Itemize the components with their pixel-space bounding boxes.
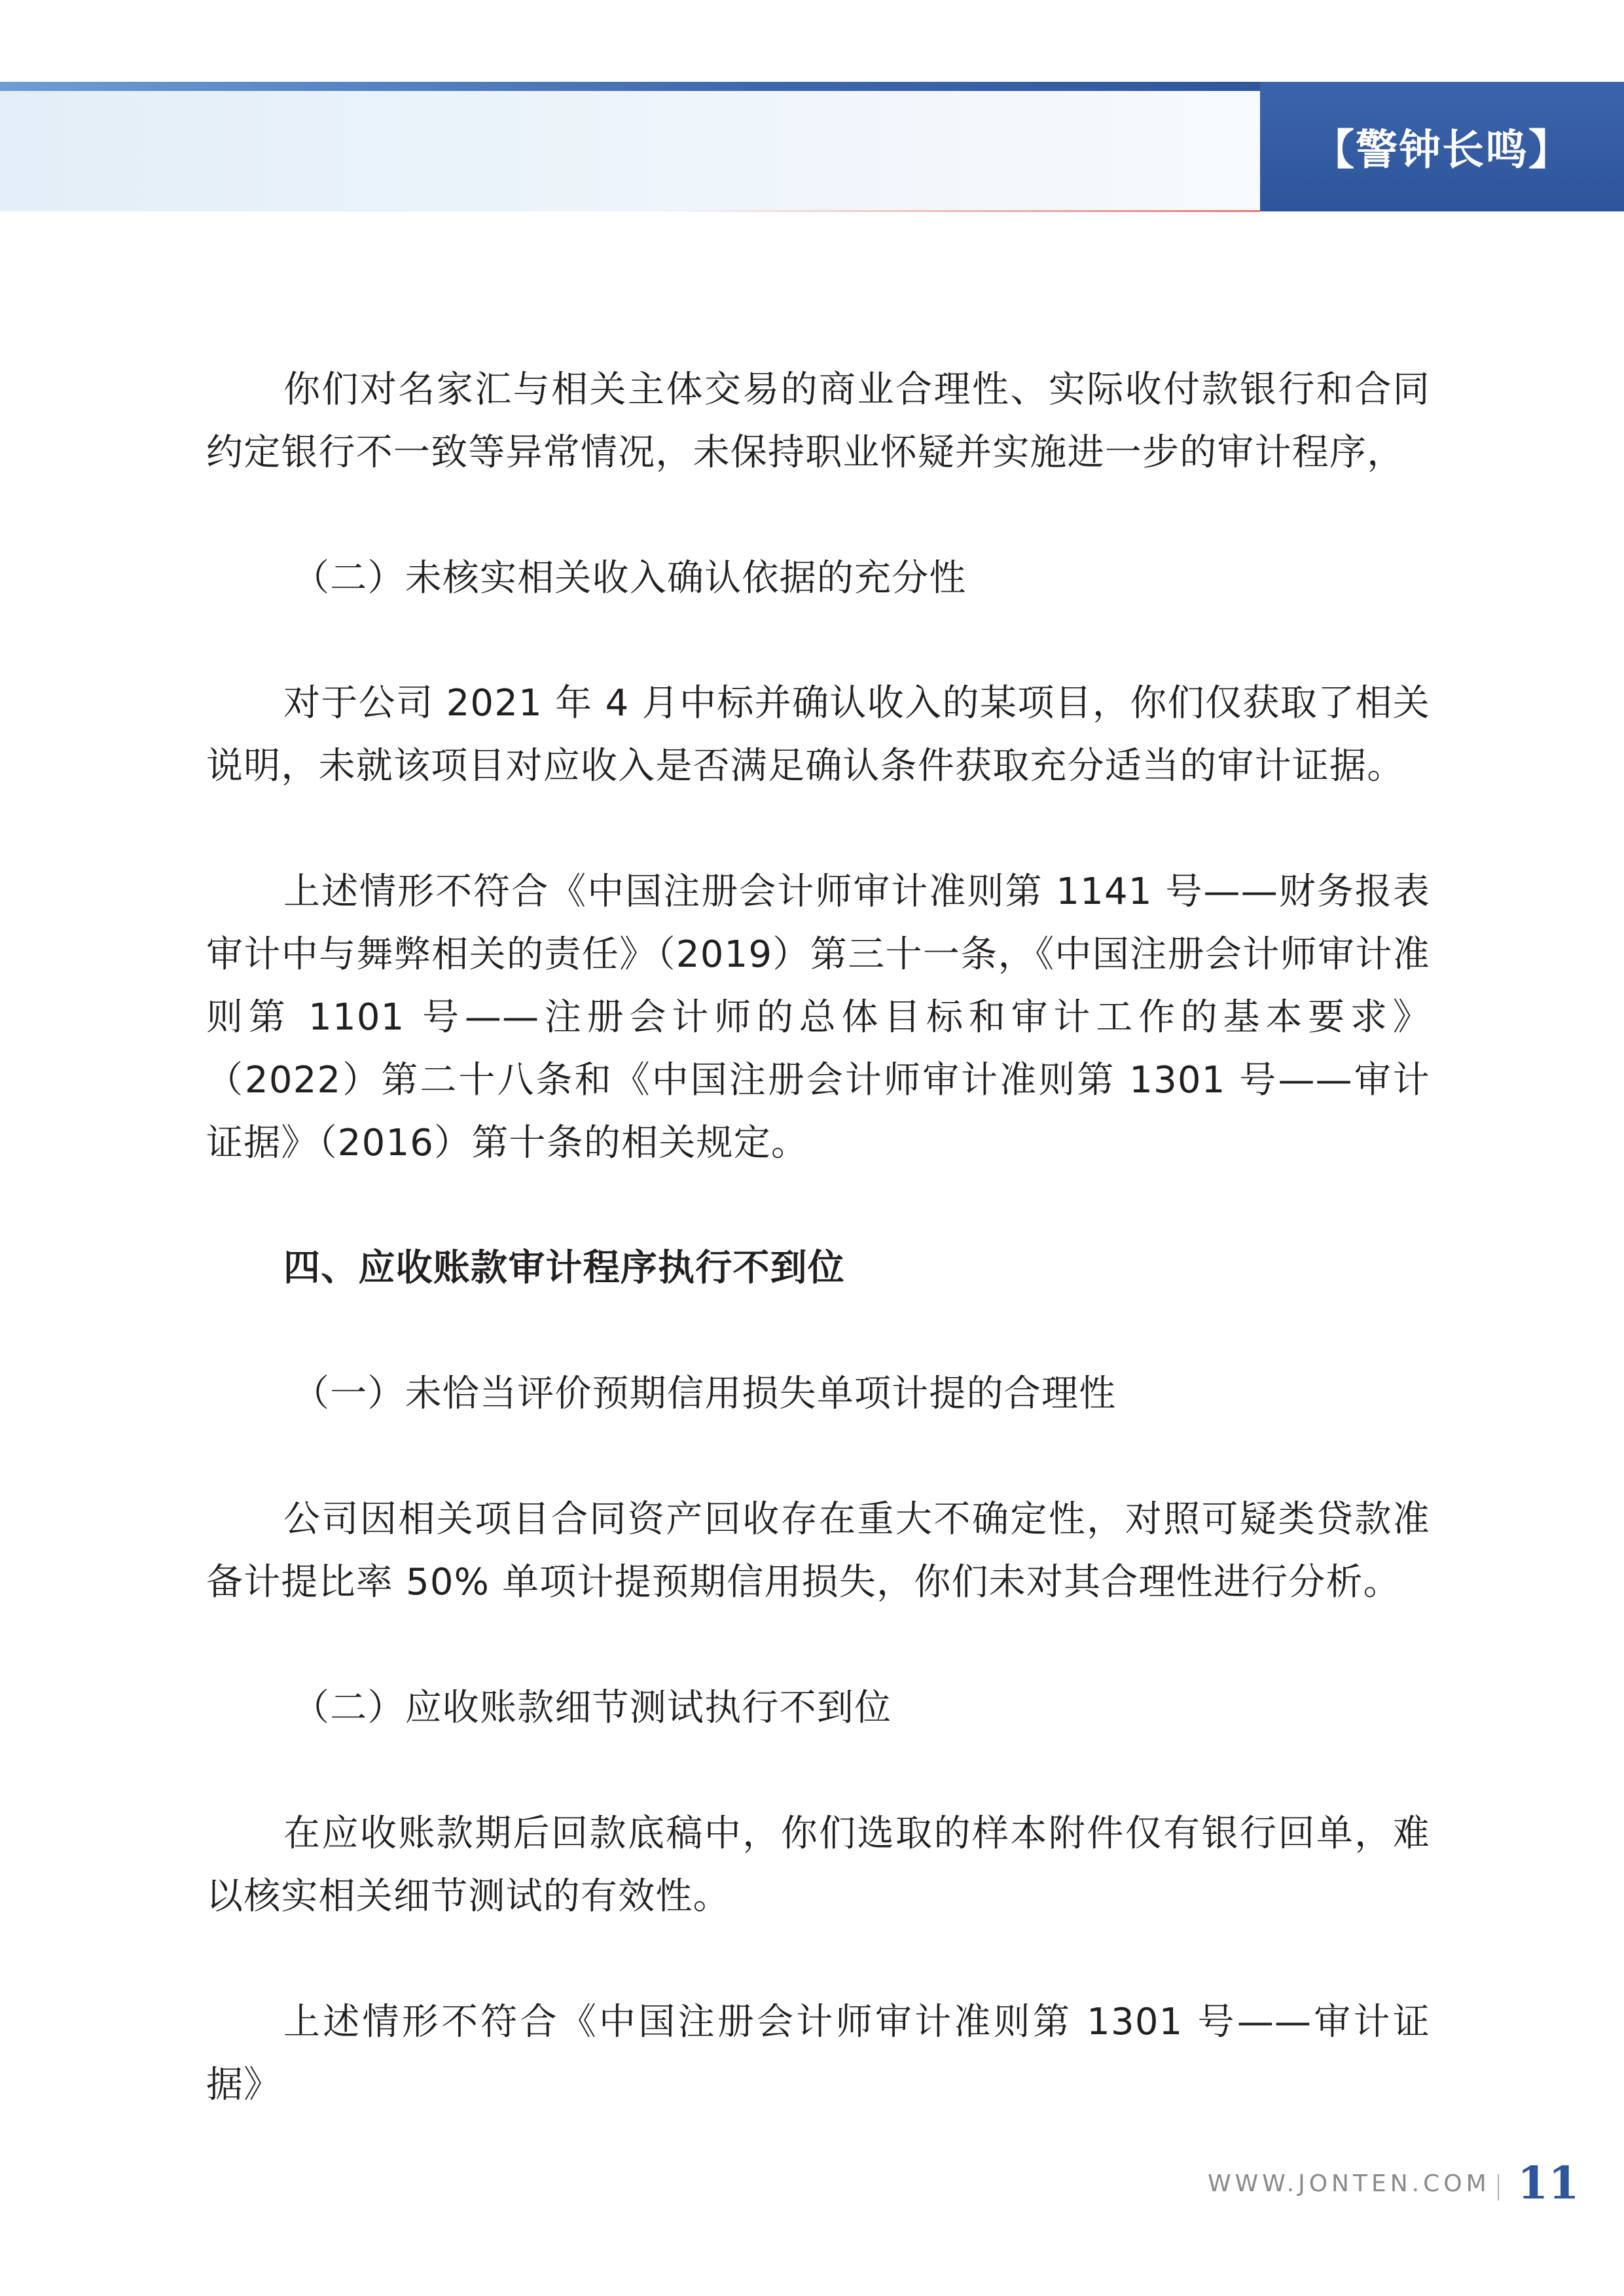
section-tab-label: 【警钟长鸣】 (1312, 126, 1572, 175)
section-heading-4: 四、应收账款审计程序执行不到位 (283, 1247, 845, 1289)
paragraph-2: 对于公司 2021 年 4 月中标并确认收入的某项目，你们仅获取了相关说明，未就该项目对应收入是否满足确认条件获取充分适当的审计证据。 (206, 682, 1430, 787)
section-tab (1260, 82, 1624, 211)
header-band (0, 91, 1260, 211)
paragraph-1: 你们对名家汇与相关主体交易的商业合理性、实际收付款银行和合同约定银行不一致等异常情况，未保持职业怀疑并实施进一步的审计程序， (206, 368, 1430, 474)
subheading-credit-loss: （一）未恰当评价预期信用损失单项计提的合理性 (293, 1372, 1117, 1415)
subheading-detail-test: （二）应收账款细节测试执行不到位 (293, 1687, 892, 1729)
paragraph-4: 公司因相关项目合同资产回收存在重大不确定性，对照可疑类贷款准备计提比率 50% 单项计提预期信用损失，你们未对其合理性进行分析。 (206, 1498, 1430, 1604)
paragraph-6: 上述情形不符合《中国注册会计师审计准则第 1301 号——审计证据》 (206, 2001, 1430, 2106)
paragraph-5: 在应收账款期后回款底稿中，你们选取的样本附件仅有银行回单，难以核实相关细节测试的有效性。 (206, 1812, 1430, 1918)
footer-website: WWW.JONTEN.COM (1208, 2170, 1490, 2197)
footer-divider (1498, 2174, 1499, 2200)
paragraph-3: 上述情形不符合《中国注册会计师审计准则第 1141 号——财务报表审计中与舞弊相关的责任》（2019）第三十一条，《中国注册会计师审计准则第 1101 号——注册会计师的总体目标和审计工作的基本要求》（2022）第二十八条和《中国注册会计师审计准则第 1301 号——审计证据》（2016）第十条的相关规定。 (206, 870, 1430, 1164)
page-number: 11 (1517, 2157, 1579, 2210)
subheading-verify-revenue: （二）未核实相关收入确认依据的充分性 (293, 557, 967, 600)
header-top-rule (0, 82, 1260, 91)
header-accent-line (655, 210, 1260, 212)
